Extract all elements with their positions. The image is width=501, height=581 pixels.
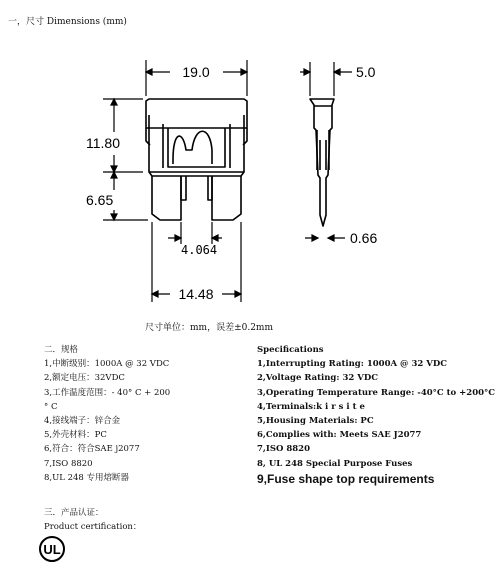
specs-en-title: Specifications bbox=[257, 345, 324, 355]
specs-cn-item: 7,ISO 8820 bbox=[44, 458, 93, 469]
certification-title-cn: 三．产品认证： bbox=[44, 508, 104, 518]
specs-en-item: 3,Operating Temperature Range: -40°C to +200°C bbox=[257, 387, 496, 398]
specs-cn-item: 6,符合：符合SAE j2077 bbox=[44, 444, 140, 455]
specs-cn-item: ° C bbox=[44, 401, 58, 412]
specs-cn bbox=[44, 343, 170, 485]
specs-en-item: 4,Terminals:k i r s i t e bbox=[257, 401, 365, 412]
specs-en-item: 8, UL 248 Special Purpose Fuses bbox=[257, 458, 413, 469]
specs-en-extra: 9,Fuse shape top requirements bbox=[257, 471, 435, 486]
specs-cn-item: 4,接线端子：锌合金 bbox=[44, 416, 121, 427]
section-dimensions-title: 一，尺寸 Dimensions (mm) bbox=[8, 17, 127, 27]
specs-cn-item: 8,UL 248 专用熔断器 bbox=[44, 472, 130, 483]
certification-section bbox=[44, 506, 141, 534]
specs-en-item: 7,ISO 8820 bbox=[257, 444, 311, 455]
specs-cn-item: 5,外壳材料：PC bbox=[44, 430, 107, 441]
dim-height-terminal: 6.65 bbox=[86, 192, 114, 208]
specs-en-item: 1,Interrupting Rating: 1000A @ 32 VDC bbox=[257, 359, 448, 370]
dim-overall-width: 14.48 bbox=[178, 286, 214, 302]
specs-en-item: 5,Housing Materials: PC bbox=[257, 416, 374, 427]
unit-note: 尺寸单位：mm，误差±0.2mm bbox=[145, 323, 273, 333]
certification-title-en: Product certification： bbox=[44, 522, 142, 532]
dim-thickness: 5.0 bbox=[356, 64, 376, 80]
specs-en-item: 2,Voltage Rating: 32 VDC bbox=[257, 373, 378, 384]
specs-cn-item: 1,中断级别：1000A @ 32 VDC bbox=[44, 359, 170, 370]
specs-en-item: 6,Complies with: Meets SAE J2077 bbox=[257, 430, 422, 441]
ul-logo-icon bbox=[38, 535, 66, 563]
dim-tip-width: 0.66 bbox=[350, 230, 378, 246]
dim-terminal-width: 4.064 bbox=[181, 243, 218, 257]
specs-cn-title: 二．规格 bbox=[44, 345, 79, 355]
ul-logo-text: UL bbox=[43, 542, 61, 557]
specs-en bbox=[257, 343, 495, 487]
specs-cn-item: 2,额定电压：32VDC bbox=[44, 373, 125, 384]
specs-cn-item: 3,工作温度范围：- 40° C + 200 bbox=[44, 387, 171, 398]
dim-width-top: 19.0 bbox=[182, 64, 210, 80]
dim-height-body: 11.80 bbox=[86, 135, 120, 151]
